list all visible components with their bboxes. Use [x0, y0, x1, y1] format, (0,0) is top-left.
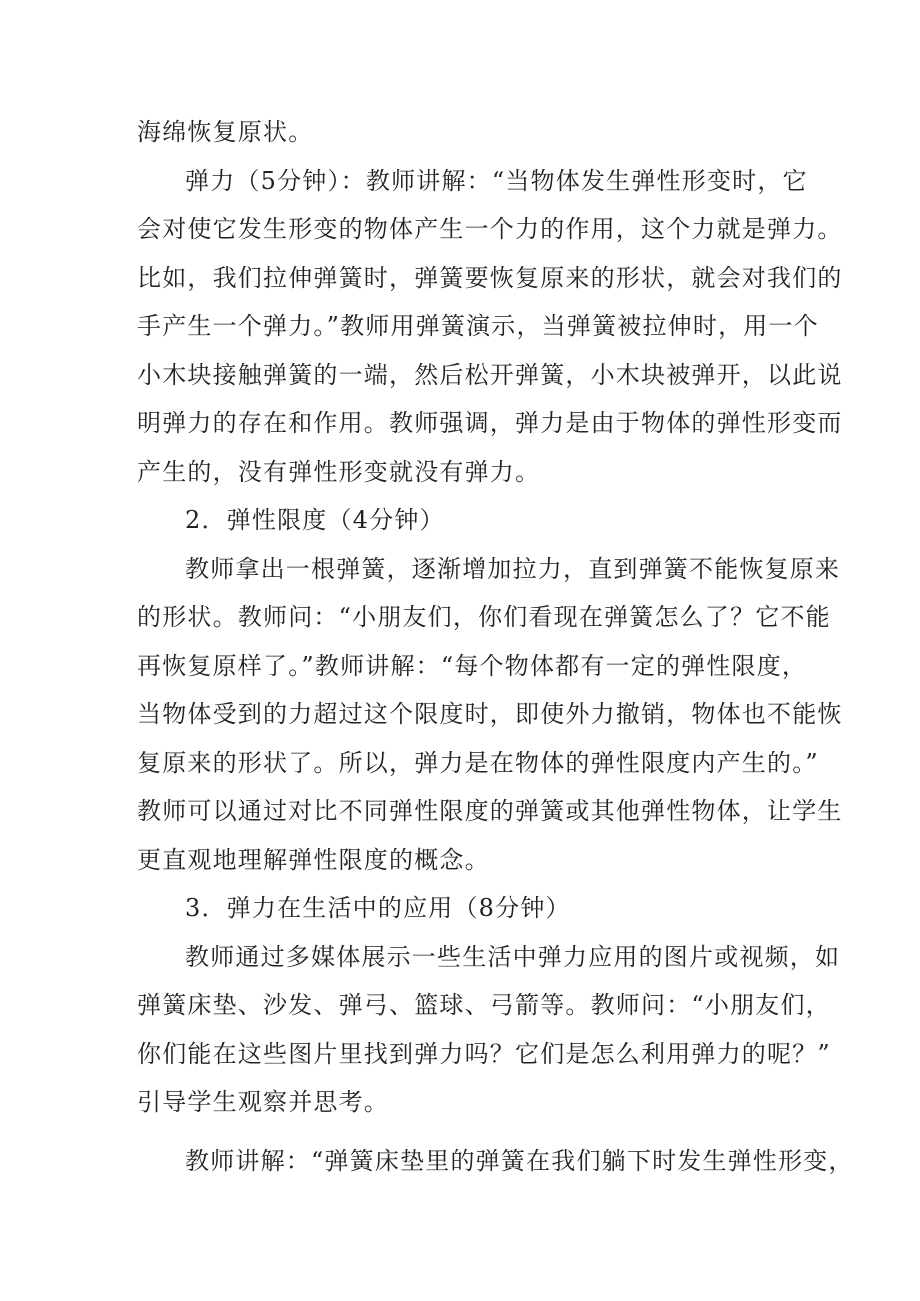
paragraph-applications [137, 933, 841, 1127]
text-line: 你们能在这些图片里找到弹力吗？它们是怎么利用弹力的呢？” [137, 1039, 831, 1068]
section-heading-applications [137, 884, 787, 933]
text-line: 当物体受到的力超过这个限度时，即使外力撤销，物体也不能恢 [137, 700, 843, 728]
text-line: 更直观地理解弹性限度的概念。 [137, 845, 490, 874]
section-heading-elastic-limit [137, 496, 787, 545]
text-line: 教师拿出一根弹簧，逐渐增加拉力，直到弹簧不能恢复原来 [185, 554, 841, 583]
text-line: 再恢复原样了。”教师讲解：“每个物体都有一定的弹性限度， [137, 651, 808, 680]
paragraph-sponge-restore [137, 108, 787, 157]
text-line: 海绵恢复原状。 [137, 118, 314, 146]
text-line: 比如，我们拉伸弹簧时，弹簧要恢复原来的形状，就会对我们的 [137, 263, 843, 292]
text-line: 会对使它发生形变的物体产生一个力的作用，这个力就是弹力。 [137, 215, 843, 243]
text-line: 小木块接触弹簧的一端，然后松开弹簧，小木块被弹开，以此说 [137, 360, 843, 389]
text-line: 引导学生观察并思考。 [137, 1088, 389, 1116]
paragraph-elastic-force [137, 157, 843, 497]
paragraph-mattress-explanation [137, 1137, 854, 1186]
text-line: 弹簧床垫、沙发、弹弓、篮球、弓箭等。教师问：“小朋友们， [137, 991, 831, 1019]
text-line: 产生的，没有弹性形变就没有弹力。 [137, 457, 541, 486]
text-line: 教师可以通过对比不同弹性限度的弹簧或其他弹性物体，让学生 [137, 797, 843, 825]
text-line: 复原来的形状了。所以，弹力是在物体的弹性限度内产生的。” [137, 748, 819, 777]
document-body [137, 108, 854, 1185]
text-line: 弹力（5分钟）：教师讲解：“当物体发生弹性形变时，它 [185, 166, 808, 195]
paragraph-elastic-limit [137, 545, 843, 885]
text-line: 手产生一个弹力。”教师用弹簧演示，当弹簧被拉伸时，用一个 [137, 312, 819, 340]
text-line: 3．弹力在生活中的应用（8分钟） [185, 894, 571, 922]
text-line: 的形状。教师问：“小朋友们，你们看现在弹簧怎么了？它不能 [137, 603, 831, 631]
text-line: 明弹力的存在和作用。教师强调，弹力是由于物体的弹性形变而 [137, 409, 843, 437]
text-line: 2．弹性限度（4分钟） [185, 506, 445, 534]
text-line: 教师通过多媒体展示一些生活中弹力应用的图片或视频，如 [185, 942, 841, 971]
text-line: 教师讲解：“弹簧床垫里的弹簧在我们躺下时发生弹性形变， [185, 1146, 854, 1175]
